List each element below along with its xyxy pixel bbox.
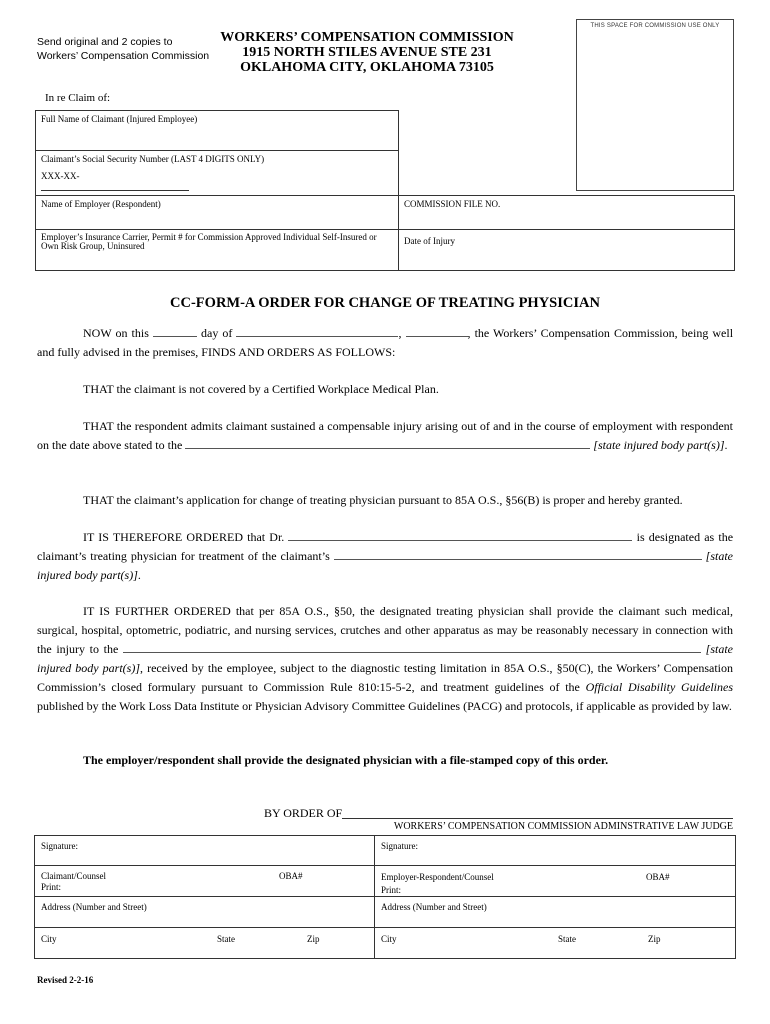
revision-date: Revised 2-2-16 [37, 975, 94, 985]
claimant-zip-label: Zip [307, 934, 320, 944]
injured-body-part-blank-3[interactable] [123, 640, 701, 653]
send-line-1: Send original and 2 copies to [37, 36, 173, 48]
claimant-oba-label: OBA# [279, 871, 303, 881]
respondent-signature-field[interactable] [374, 835, 736, 866]
form-title: CC-FORM-A ORDER FOR CHANGE OF TREATING PHYSICIAN [170, 295, 600, 311]
insurance-carrier-field[interactable] [35, 229, 399, 271]
judge-title: WORKERS’ COMPENSATION COMMISSION ADMINSTRATIVE LAW JUDGE [393, 821, 733, 832]
respondent-counsel-label: Employer-Respondent/Counsel [381, 872, 494, 882]
date-of-injury-field[interactable] [398, 229, 735, 271]
send-line-2: Workers’ Compensation Commission [37, 50, 210, 62]
by-order-of-label: BY ORDER OF [264, 806, 343, 820]
physician-name-blank[interactable] [288, 528, 632, 541]
judge-signature-line[interactable] [342, 818, 733, 819]
month-blank[interactable] [236, 324, 398, 337]
ssn-label: Claimant’s Social Security Number (LAST 4 DIGITS ONLY) [41, 154, 265, 164]
ssn-field[interactable] [35, 150, 399, 196]
claimant-name-field[interactable] [35, 110, 399, 151]
day-number-blank[interactable] [153, 324, 197, 337]
date-of-injury-label: Date of Injury [404, 236, 455, 246]
respondent-address-field[interactable] [374, 896, 736, 928]
claimant-address-field[interactable] [34, 896, 375, 928]
paragraph-medical-plan: THAT the claimant is not covered by a Certified Workplace Medical Plan. [83, 382, 439, 396]
commission-file-no-field[interactable] [398, 195, 735, 230]
org-name: WORKERS’ COMPENSATION COMMISSION [220, 30, 514, 45]
paragraph-application-granted: THAT the claimant’s application for change of treating physician pursuant to 85A O.S., §56(B) is proper and hereby granted. [83, 493, 683, 507]
respondent-city-state-zip-field[interactable] [374, 927, 736, 959]
claimant-city-state-zip-field[interactable] [34, 927, 375, 959]
respondent-print-label: Print: [381, 885, 402, 895]
paragraph-further-ordered: IT IS FURTHER ORDERED that per 85A O.S., §50, the designated treating physician shall provide the claimant such medical, surgical, hospital, optometric, podiatric, and nursing services, crutches and other apparatus as may be reasonably necessary in connection with the injury to the [state injured body part(s)], received by the employee, subject to the diagnostic testing limitation in 85A O.S., §50(C), the Workers’ Compensation Commission’s closed formulary pursuant to Commission Rule 810:15-5-2, and treatment guidelines of the Official Disability Guidelines published by the Work Loss Data Institute or Physician Advisory Committee Guidelines (PACG) and protocols, if applicable as provided by law. [37, 604, 734, 713]
claimant-signature-label: Signature: [41, 841, 78, 851]
insurer-label: Employer’s Insurance Carrier, Permit # for Commission Approved Individual Self-Insured or Own Risk Group, Uninsured [41, 232, 377, 251]
file-no-label: COMMISSION FILE NO. [404, 199, 501, 209]
claimant-signature-field[interactable] [34, 835, 375, 866]
claimant-counsel-field[interactable] [34, 865, 375, 897]
commission-use-box [576, 19, 734, 191]
employer-label: Name of Employer (Respondent) [41, 199, 161, 209]
ssn-prefix: XXX-XX- [41, 171, 80, 181]
year-blank[interactable] [406, 324, 468, 337]
ssn-blank[interactable] [41, 181, 189, 191]
commission-header [200, 30, 534, 75]
commission-use-label: THIS SPACE FOR COMMISSION USE ONLY [590, 23, 720, 29]
claimant-city-label: City [41, 934, 57, 944]
injured-body-part-blank-1[interactable] [185, 436, 590, 449]
claimant-state-label: State [217, 934, 235, 944]
respondent-city-label: City [381, 934, 397, 944]
mailing-instructions [37, 35, 209, 63]
respondent-oba-label: OBA# [646, 872, 670, 882]
injured-body-part-blank-2[interactable] [334, 547, 702, 560]
respondent-counsel-field[interactable] [374, 865, 736, 897]
address-line-1: 1915 NORTH STILES AVENUE STE 231 [242, 45, 492, 60]
paragraph-file-stamped-copy: The employer/respondent shall provide the designated physician with a file-stamped copy of this order. [83, 753, 609, 767]
in-re-label: In re Claim of: [45, 92, 111, 104]
respondent-signature-label: Signature: [381, 841, 418, 851]
paragraph-therefore-ordered: IT IS THEREFORE ORDERED that Dr. is designated as the claimant’s treating physician for treatment of the claimant’s [state injured body part(s)]. [37, 530, 734, 582]
paragraph-now-on-this: NOW on this day of , , the Workers’ Compensation Commission, being well and fully advised in the premises, FINDS AND ORDERS AS FOLLOWS: [37, 326, 734, 359]
claimant-address-label: Address (Number and Street) [41, 902, 147, 912]
address-line-2: OKLAHOMA CITY, OKLAHOMA 73105 [240, 60, 494, 75]
respondent-zip-label: Zip [648, 934, 661, 944]
claimant-counsel-label: Claimant/Counsel [41, 871, 106, 881]
employer-field[interactable] [35, 195, 399, 230]
claimant-print-label: Print: [41, 882, 62, 892]
claimant-name-label: Full Name of Claimant (Injured Employee) [41, 114, 198, 124]
respondent-state-label: State [558, 934, 576, 944]
paragraph-compensable-injury: THAT the respondent admits claimant sustained a compensable injury arising out of and in the course of employment with respondent on the date above stated to the [state injured body part(s)]. [37, 419, 733, 452]
respondent-address-label: Address (Number and Street) [381, 902, 487, 912]
